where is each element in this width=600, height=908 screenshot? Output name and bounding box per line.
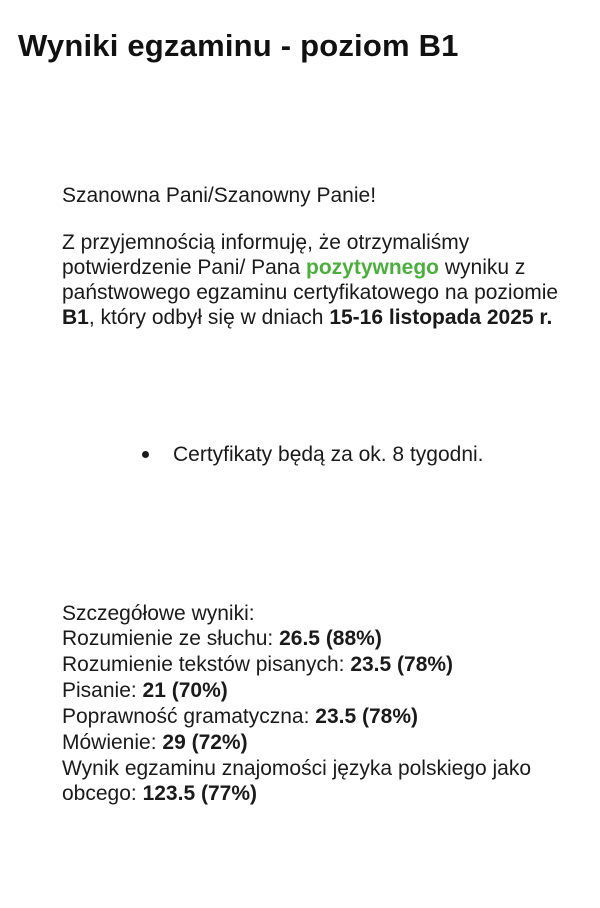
result-label: Mówienie: — [62, 731, 163, 754]
page-title: Wyniki egzaminu - poziom B1 — [18, 28, 459, 63]
result-row-grammar — [62, 704, 562, 729]
result-label: Rozumienie ze słuchu: — [62, 627, 280, 650]
note-text: Certyfikaty będą za ok. 8 tygodni. — [173, 443, 484, 466]
result-row-total — [62, 756, 562, 806]
intro-text-3: , który odbył się w dniach — [88, 306, 330, 329]
exam-dates: 15-16 listopada 2025 r. — [329, 306, 553, 329]
result-label: Wynik egzaminu znajomości języka polskiego jako obcego: — [62, 757, 532, 805]
letter-body — [62, 183, 582, 330]
result-row-writing — [62, 678, 562, 703]
result-value: 26.5 (88%) — [279, 627, 382, 650]
intro-text-2: wyniku z państwowego egzaminu certyfikatowego na poziomie — [62, 256, 559, 304]
positive-result-word: pozytywnego — [306, 256, 440, 279]
letter-paragraph — [62, 230, 582, 330]
letter-greeting: Szanowna Pani/Szanowny Panie! — [62, 184, 377, 207]
result-value: 23.5 (78%) — [350, 653, 454, 676]
result-value: 29 (72%) — [162, 731, 248, 754]
detailed-results — [62, 601, 562, 807]
result-value: 21 (70%) — [142, 679, 228, 702]
result-value: 23.5 (78%) — [315, 705, 419, 728]
result-row-reading — [62, 652, 562, 677]
details-heading: Szczegółowe wyniki: — [62, 602, 255, 625]
result-label: Poprawność gramatyczna: — [62, 705, 316, 728]
result-label: Rozumienie tekstów pisanych: — [62, 653, 351, 676]
notes-list — [140, 442, 520, 467]
intro-text-1: Z przyjemnością informuję, że otrzymaliśmy potwierdzenie Pani/ Pana — [62, 231, 470, 279]
note-item — [140, 442, 520, 467]
result-value: 123.5 (77%) — [142, 782, 257, 805]
result-row-speaking — [62, 730, 562, 755]
result-label: Pisanie: — [62, 679, 143, 702]
result-row-listening — [62, 626, 562, 651]
exam-level: B1 — [62, 306, 89, 329]
bullet-icon — [142, 451, 149, 458]
